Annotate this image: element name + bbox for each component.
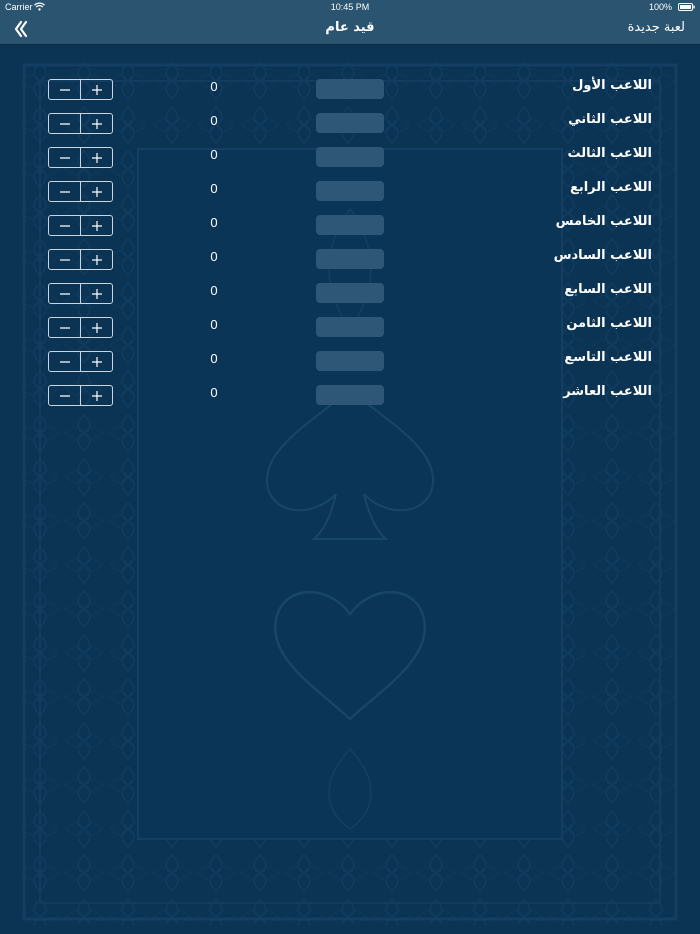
battery-icon <box>678 3 695 11</box>
total-score-3: 0 <box>210 147 218 162</box>
navigation-bar <box>0 14 700 45</box>
minus-icon <box>59 356 71 368</box>
decrement-button[interactable] <box>49 318 80 337</box>
player-row-5 <box>0 207 700 241</box>
increment-button[interactable] <box>81 352 112 371</box>
minus-icon <box>59 152 71 164</box>
total-score-1: 0 <box>210 79 218 94</box>
page-title: قيد عام <box>325 20 375 35</box>
player-name-4: اللاعب الرابع <box>569 180 652 195</box>
decrement-button[interactable] <box>49 386 80 405</box>
player-name-5: اللاعب الخامس <box>555 214 652 229</box>
plus-icon <box>91 118 103 130</box>
player-row-2 <box>0 105 700 139</box>
plus-icon <box>91 322 103 334</box>
minus-icon <box>59 220 71 232</box>
score-input-5[interactable] <box>316 215 384 235</box>
scoreboard <box>0 45 700 934</box>
plus-icon <box>91 152 103 164</box>
player-row-4 <box>0 173 700 207</box>
score-input-9[interactable] <box>316 351 384 371</box>
player-name-8: اللاعب الثامن <box>566 316 652 331</box>
carrier-label: Carrier <box>5 2 33 12</box>
score-stepper-9[interactable] <box>48 351 113 372</box>
player-name-2: اللاعب الثاني <box>568 112 652 127</box>
total-score-7: 0 <box>210 283 218 298</box>
status-bar <box>0 0 700 14</box>
score-input-3[interactable] <box>316 147 384 167</box>
increment-button[interactable] <box>81 250 112 269</box>
score-input-1[interactable] <box>316 79 384 99</box>
player-name-6: اللاعب السادس <box>553 248 652 263</box>
increment-button[interactable] <box>81 148 112 167</box>
increment-button[interactable] <box>81 182 112 201</box>
player-row-9 <box>0 343 700 377</box>
battery-percent: 100% <box>648 2 672 12</box>
score-input-10[interactable] <box>316 385 384 405</box>
score-stepper-2[interactable] <box>48 113 113 134</box>
status-time: 10:45 PM <box>330 2 370 12</box>
plus-icon <box>91 186 103 198</box>
decrement-button[interactable] <box>49 148 80 167</box>
score-stepper-7[interactable] <box>48 283 113 304</box>
player-row-10 <box>0 377 700 411</box>
player-name-10: اللاعب العاشر <box>563 384 652 399</box>
minus-icon <box>59 186 71 198</box>
player-name-9: اللاعب التاسع <box>564 350 652 365</box>
minus-icon <box>59 288 71 300</box>
score-stepper-10[interactable] <box>48 385 113 406</box>
total-score-5: 0 <box>210 215 218 230</box>
total-score-4: 0 <box>210 181 218 196</box>
total-score-9: 0 <box>210 351 218 366</box>
decrement-button[interactable] <box>49 250 80 269</box>
score-input-4[interactable] <box>316 181 384 201</box>
score-input-8[interactable] <box>316 317 384 337</box>
score-stepper-4[interactable] <box>48 181 113 202</box>
plus-icon <box>91 356 103 368</box>
increment-button[interactable] <box>81 114 112 133</box>
increment-button[interactable] <box>81 318 112 337</box>
player-row-3 <box>0 139 700 173</box>
score-stepper-3[interactable] <box>48 147 113 168</box>
increment-button[interactable] <box>81 216 112 235</box>
player-name-7: اللاعب السابع <box>564 282 652 297</box>
minus-icon <box>59 118 71 130</box>
score-stepper-8[interactable] <box>48 317 113 338</box>
plus-icon <box>91 254 103 266</box>
player-row-8 <box>0 309 700 343</box>
decrement-button[interactable] <box>49 352 80 371</box>
player-name-1: اللاعب الأول <box>572 78 652 93</box>
score-stepper-6[interactable] <box>48 249 113 270</box>
score-stepper-5[interactable] <box>48 215 113 236</box>
decrement-button[interactable] <box>49 216 80 235</box>
minus-icon <box>59 390 71 402</box>
total-score-2: 0 <box>210 113 218 128</box>
score-input-2[interactable] <box>316 113 384 133</box>
score-input-6[interactable] <box>316 249 384 269</box>
total-score-10: 0 <box>210 385 218 400</box>
decrement-button[interactable] <box>49 284 80 303</box>
player-row-6 <box>0 241 700 275</box>
increment-button[interactable] <box>81 80 112 99</box>
player-row-1 <box>0 71 700 105</box>
plus-icon <box>91 390 103 402</box>
increment-button[interactable] <box>81 284 112 303</box>
player-name-3: اللاعب الثالث <box>567 146 652 161</box>
total-score-8: 0 <box>210 317 218 332</box>
decrement-button[interactable] <box>49 80 80 99</box>
new-game-button[interactable]: لعبة جديدة <box>627 20 685 35</box>
score-input-7[interactable] <box>316 283 384 303</box>
score-stepper-1[interactable] <box>48 79 113 100</box>
plus-icon <box>91 84 103 96</box>
minus-icon <box>59 322 71 334</box>
decrement-button[interactable] <box>49 114 80 133</box>
minus-icon <box>59 84 71 96</box>
plus-icon <box>91 288 103 300</box>
player-row-7 <box>0 275 700 309</box>
minus-icon <box>59 254 71 266</box>
increment-button[interactable] <box>81 386 112 405</box>
total-score-6: 0 <box>210 249 218 264</box>
plus-icon <box>91 220 103 232</box>
decrement-button[interactable] <box>49 182 80 201</box>
